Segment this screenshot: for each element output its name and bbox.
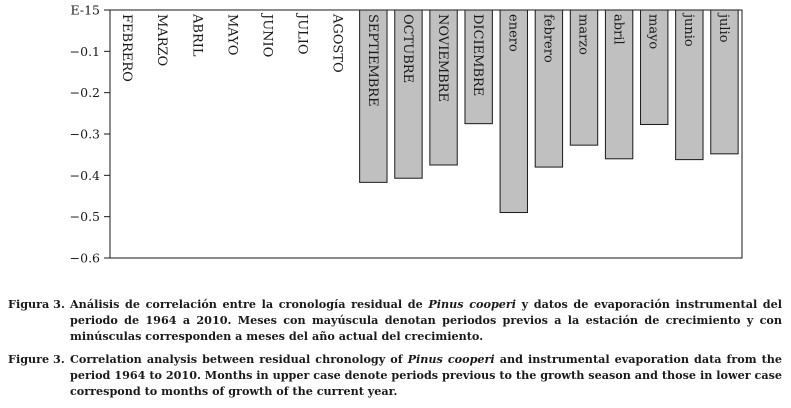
category-label: mayo [645,14,661,50]
y-tick-label: −0.4 [69,167,100,183]
y-axis [70,3,110,266]
category-label: SEPTIEMBRE [364,14,380,107]
category-label: marzo [575,14,591,55]
category-label: ABRIL [189,14,205,57]
species-name-es: Pinus cooperi [428,297,517,311]
category-label: DICIEMBRE [470,14,486,97]
category-label: MARZO [154,14,170,67]
category-label: JULIO [294,14,310,55]
y-tick-label: −0.6 [69,250,100,266]
y-tick-label: −0.5 [69,209,100,225]
y-tick-label: −0.2 [69,85,100,101]
category-label: NOVIEMBRE [435,14,451,102]
caption-text-es: Análisis de correlación entre la cronología residual de Pinus cooperi y datos de evaporación instrumental del periodo de 1964 a 2010. Meses con mayúscula denotan periodos previos a la estación de crecimiento y con minúsculas corresponden a meses del año actual del crecimiento. [70,297,783,343]
caption-label-en: Figure 3. [8,352,65,366]
category-label: AGOSTO [329,14,345,73]
category-label: FEBRERO [119,14,135,82]
y-tick-label: −0.1 [69,43,100,59]
category-label: julio [715,14,731,43]
category-label: OCTUBRE [399,14,415,84]
y-tick-label: E-15 [70,2,100,18]
caption-label-es: Figura 3. [8,297,65,311]
category-label: enero [505,14,521,52]
caption-text-en: Correlation analysis between residual chronology of Pinus cooperi and instrumental evaporation data from the period 1964 to 2010. Months in upper case denote periods previous to the growth season and those in lower case correspond to months of growth of the current year. [70,352,782,398]
category-label: abril [610,14,626,45]
category-label: junio [680,14,696,47]
category-labels [119,12,731,107]
y-tick-label: −0.3 [69,126,100,142]
caption-spanish [0,296,791,344]
species-name-en: Pinus cooperi [407,352,495,366]
category-label: MAYO [224,14,240,56]
category-label: febrero [540,14,556,63]
caption-english [0,351,791,399]
category-label: JUNIO [259,14,275,58]
